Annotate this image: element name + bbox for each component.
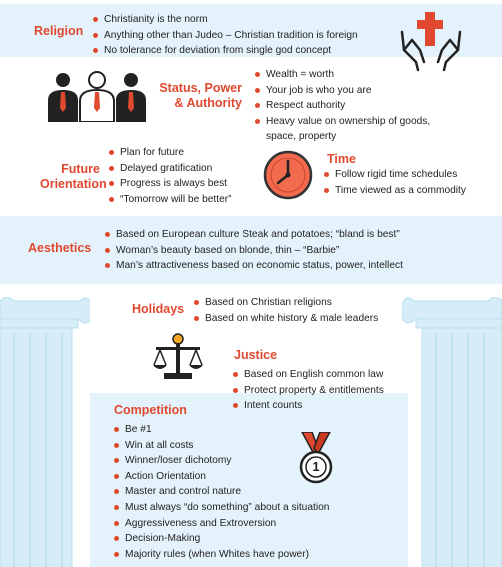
list-item: Winner/loser dichotomy bbox=[114, 453, 329, 469]
religion-heading: Religion bbox=[34, 24, 84, 38]
holidays-heading: Holidays bbox=[132, 302, 185, 316]
list-item: No tolerance for deviation from single god concept bbox=[93, 43, 358, 59]
medal-icon bbox=[296, 432, 336, 484]
list-item: Progress is always best bbox=[109, 176, 232, 192]
list-item: Anything other than Judeo – Christian tradition is foreign bbox=[93, 28, 358, 44]
time-heading: Time bbox=[327, 152, 356, 166]
list-item: Your job is who you are bbox=[255, 83, 430, 99]
list-item: Based on Christian religions bbox=[194, 295, 378, 311]
list-item: Man’s attractiveness based on economic status, power, intellect bbox=[105, 258, 403, 274]
list-item: Time viewed as a commodity bbox=[324, 183, 466, 199]
competition-heading: Competition bbox=[114, 403, 187, 417]
holidays-list bbox=[194, 295, 378, 326]
justice-list bbox=[233, 367, 384, 414]
list-item: Aggressiveness and Extroversion bbox=[114, 516, 329, 532]
list-item: Based on European culture Steak and potatoes; “bland is best” bbox=[105, 227, 403, 243]
list-item: Protect property & entitlements bbox=[233, 383, 384, 399]
future-list bbox=[109, 145, 232, 207]
religion-list bbox=[93, 12, 358, 59]
list-item: Based on English common law bbox=[233, 367, 384, 383]
business-people-icon bbox=[44, 70, 150, 122]
praying-hands-cross-icon bbox=[398, 10, 464, 72]
status-list bbox=[255, 67, 430, 145]
aesthetics-list bbox=[105, 227, 403, 274]
list-item: Must always “do something” about a situation bbox=[114, 500, 329, 516]
list-item: Plan for future bbox=[109, 145, 232, 161]
list-item: Respect authority bbox=[255, 98, 430, 114]
list-item: Delayed gratification bbox=[109, 161, 232, 177]
list-item: Win at all costs bbox=[114, 438, 329, 454]
list-item: Be #1 bbox=[114, 422, 329, 438]
right-pillar-icon bbox=[402, 297, 502, 567]
aesthetics-heading: Aesthetics bbox=[28, 241, 92, 255]
list-item: Decision-Making bbox=[114, 531, 329, 547]
left-pillar-icon bbox=[0, 297, 90, 567]
scales-of-justice-icon bbox=[152, 333, 204, 381]
list-item: Based on white history & male leaders bbox=[194, 311, 378, 327]
list-item: Master and control nature bbox=[114, 484, 329, 500]
list-item: Intent counts bbox=[233, 398, 384, 414]
list-item: Follow rigid time schedules bbox=[324, 167, 466, 183]
list-item: Wealth = worth bbox=[255, 67, 430, 83]
list-item: Woman’s beauty based on blonde, thin – “Barbie” bbox=[105, 243, 403, 259]
list-item: “Tomorrow will be better” bbox=[109, 192, 232, 208]
future-heading: Future Orientation bbox=[40, 162, 107, 191]
justice-heading: Justice bbox=[234, 348, 278, 362]
medal-number: 1 bbox=[312, 459, 320, 474]
list-item: Heavy value on ownership of goods, bbox=[255, 114, 430, 130]
list-item: Majority rules (when Whites have power) bbox=[114, 547, 329, 563]
status-heading: Status, Power & Authority bbox=[159, 81, 242, 110]
list-item: Action Orientation bbox=[114, 469, 329, 485]
list-item: Christianity is the norm bbox=[93, 12, 358, 28]
time-list bbox=[324, 167, 466, 198]
list-item-continued: space, property bbox=[266, 131, 337, 143]
clock-icon bbox=[263, 150, 313, 200]
